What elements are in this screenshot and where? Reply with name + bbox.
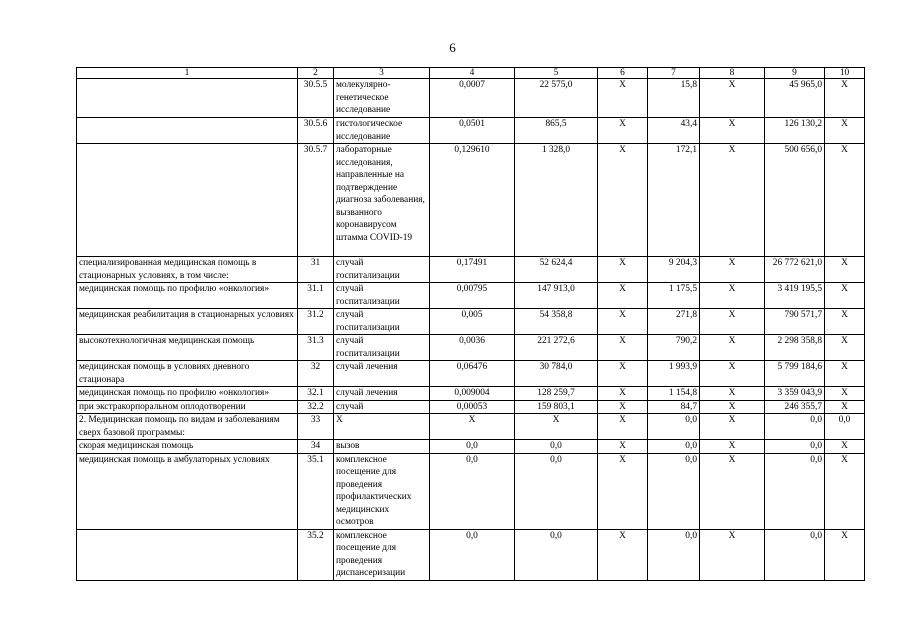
row-number: 30.5.7 (298, 144, 334, 257)
row-volume-norm: 0,00053 (430, 400, 515, 414)
row-description (77, 118, 298, 144)
table-row (77, 453, 865, 529)
row-col-10: X (825, 257, 865, 283)
row-volume-norm: 0,0 (430, 453, 515, 529)
row-number: 32.2 (298, 400, 334, 414)
row-number: 32.1 (298, 387, 334, 401)
row-col-8: X (700, 414, 765, 440)
table-row (77, 400, 865, 414)
row-unit: случай лечения (334, 361, 430, 387)
column-number: 2 (298, 68, 334, 79)
row-total-cost: 0,0 (765, 440, 825, 454)
row-col-8: X (700, 453, 765, 529)
row-col-10: X (825, 387, 865, 401)
row-cost-norm: X (515, 414, 598, 440)
row-unit: случай (334, 400, 430, 414)
row-unit: случай госпитализации (334, 335, 430, 361)
row-number: 31.2 (298, 309, 334, 335)
row-volume-norm: 0,129610 (430, 144, 515, 257)
table-row (77, 118, 865, 144)
row-total-cost: 0,0 (765, 453, 825, 529)
row-col-6: X (598, 144, 648, 257)
row-col-8: X (700, 309, 765, 335)
row-cost-norm: 54 358,8 (515, 309, 598, 335)
table-row (77, 414, 865, 440)
page-number: 6 (449, 40, 456, 55)
row-volume-norm: 0,0036 (430, 335, 515, 361)
column-number: 8 (700, 68, 765, 79)
row-description: медицинская помощь по профилю «онкология» (77, 387, 298, 401)
row-per-capita: 84,7 (648, 400, 700, 414)
row-per-capita: 172,1 (648, 144, 700, 257)
row-unit: случай лечения (334, 387, 430, 401)
row-per-capita: 0,0 (648, 453, 700, 529)
row-number: 34 (298, 440, 334, 454)
row-cost-norm: 128 259,7 (515, 387, 598, 401)
row-total-cost: 0,0 (765, 529, 825, 580)
table-row (77, 529, 865, 580)
row-per-capita: 1 154,8 (648, 387, 700, 401)
table-row (77, 361, 865, 387)
row-description: медицинская реабилитация в стационарных условиях (77, 309, 298, 335)
row-unit: случай госпитализации (334, 309, 430, 335)
row-volume-norm: 0,0501 (430, 118, 515, 144)
table-row (77, 335, 865, 361)
row-cost-norm: 865,5 (515, 118, 598, 144)
row-cost-norm: 52 624,4 (515, 257, 598, 283)
row-unit: комплексное посещение для проведения профилактических медицинских осмотров (334, 453, 430, 529)
row-number: 30.5.5 (298, 79, 334, 118)
row-col-6: X (598, 440, 648, 454)
row-col-6: X (598, 118, 648, 144)
row-col-10: X (825, 144, 865, 257)
row-cost-norm: 22 575,0 (515, 79, 598, 118)
row-cost-norm: 159 803,1 (515, 400, 598, 414)
table-row (77, 257, 865, 283)
row-total-cost: 0,0 (765, 414, 825, 440)
row-total-cost: 246 355,7 (765, 400, 825, 414)
row-unit: случай госпитализации (334, 283, 430, 309)
row-col-10: X (825, 335, 865, 361)
column-number: 6 (598, 68, 648, 79)
column-number: 9 (765, 68, 825, 79)
row-unit: X (334, 414, 430, 440)
column-number: 10 (825, 68, 865, 79)
row-col-8: X (700, 335, 765, 361)
row-number: 31.3 (298, 335, 334, 361)
row-per-capita: 0,0 (648, 440, 700, 454)
row-total-cost: 126 130,2 (765, 118, 825, 144)
row-col-8: X (700, 144, 765, 257)
row-description: медицинская помощь в условиях дневного стационара (77, 361, 298, 387)
row-col-8: X (700, 440, 765, 454)
row-cost-norm: 0,0 (515, 440, 598, 454)
row-description: скорая медицинская помощь (77, 440, 298, 454)
row-total-cost: 26 772 621,0 (765, 257, 825, 283)
row-cost-norm: 147 913,0 (515, 283, 598, 309)
row-col-6: X (598, 529, 648, 580)
column-number: 1 (77, 68, 298, 79)
row-unit: комплексное посещение для проведения диспансеризации (334, 529, 430, 580)
row-number: 33 (298, 414, 334, 440)
row-col-6: X (598, 414, 648, 440)
column-number: 5 (515, 68, 598, 79)
column-number-row (77, 68, 865, 79)
row-description: специализированная медицинская помощь в стационарных условиях, в том числе: (77, 257, 298, 283)
column-number: 7 (648, 68, 700, 79)
row-description: медицинская помощь в амбулаторных условиях (77, 453, 298, 529)
row-volume-norm: 0,06476 (430, 361, 515, 387)
row-col-6: X (598, 387, 648, 401)
row-volume-norm: 0,005 (430, 309, 515, 335)
row-col-6: X (598, 309, 648, 335)
row-volume-norm: 0,00795 (430, 283, 515, 309)
row-description (77, 529, 298, 580)
row-col-10: 0,0 (825, 414, 865, 440)
row-per-capita: 1 175,5 (648, 283, 700, 309)
row-cost-norm: 221 272,6 (515, 335, 598, 361)
row-per-capita: 0,0 (648, 414, 700, 440)
row-description (77, 144, 298, 257)
row-description: высокотехнологичная медицинская помощь (77, 335, 298, 361)
tariff-table (76, 67, 865, 581)
row-col-8: X (700, 118, 765, 144)
row-col-10: X (825, 118, 865, 144)
row-col-10: X (825, 79, 865, 118)
row-volume-norm: 0,009004 (430, 387, 515, 401)
row-number: 35.2 (298, 529, 334, 580)
row-volume-norm: 0,0 (430, 529, 515, 580)
row-total-cost: 3 419 195,5 (765, 283, 825, 309)
row-col-6: X (598, 257, 648, 283)
row-col-6: X (598, 453, 648, 529)
row-col-6: X (598, 335, 648, 361)
table-row (77, 440, 865, 454)
row-col-6: X (598, 283, 648, 309)
row-col-6: X (598, 79, 648, 118)
row-description: 2. Медицинская помощь по видам и заболеваниям сверх базовой программы: (77, 414, 298, 440)
table-row (77, 309, 865, 335)
row-description (77, 79, 298, 118)
row-total-cost: 3 359 043,9 (765, 387, 825, 401)
row-col-6: X (598, 361, 648, 387)
row-unit: случай госпитализации (334, 257, 430, 283)
row-number: 32 (298, 361, 334, 387)
row-unit: лабораторные исследования, направленные на подтверждение диагноза заболевания, вызванного коронавирусом штамма COVID-19 (334, 144, 430, 257)
row-col-10: X (825, 361, 865, 387)
row-unit: вызов (334, 440, 430, 454)
table-row (77, 283, 865, 309)
row-per-capita: 15,8 (648, 79, 700, 118)
row-total-cost: 790 571,7 (765, 309, 825, 335)
row-per-capita: 790,2 (648, 335, 700, 361)
row-col-8: X (700, 361, 765, 387)
row-volume-norm: 0,0 (430, 440, 515, 454)
row-total-cost: 45 965,0 (765, 79, 825, 118)
row-number: 31 (298, 257, 334, 283)
column-number: 3 (334, 68, 430, 79)
row-description: медицинская помощь по профилю «онкология» (77, 283, 298, 309)
row-cost-norm: 1 328,0 (515, 144, 598, 257)
table-row (77, 144, 865, 257)
row-cost-norm: 0,0 (515, 529, 598, 580)
table-row (77, 79, 865, 118)
row-col-10: X (825, 400, 865, 414)
row-number: 31.1 (298, 283, 334, 309)
row-col-10: X (825, 440, 865, 454)
row-per-capita: 9 204,3 (648, 257, 700, 283)
row-col-10: X (825, 283, 865, 309)
row-col-10: X (825, 453, 865, 529)
row-description: при экстракорпоральном оплодотворении (77, 400, 298, 414)
row-col-8: X (700, 529, 765, 580)
row-col-8: X (700, 257, 765, 283)
row-col-8: X (700, 400, 765, 414)
row-col-10: X (825, 529, 865, 580)
column-number: 4 (430, 68, 515, 79)
row-col-6: X (598, 400, 648, 414)
row-volume-norm: X (430, 414, 515, 440)
table-body (77, 68, 865, 581)
row-col-8: X (700, 283, 765, 309)
row-total-cost: 2 298 358,8 (765, 335, 825, 361)
row-total-cost: 5 799 184,6 (765, 361, 825, 387)
row-per-capita: 1 993,9 (648, 361, 700, 387)
row-cost-norm: 30 784,0 (515, 361, 598, 387)
row-unit: гистологическое исследование (334, 118, 430, 144)
row-per-capita: 271,8 (648, 309, 700, 335)
row-volume-norm: 0,17491 (430, 257, 515, 283)
row-volume-norm: 0,0007 (430, 79, 515, 118)
row-total-cost: 500 656,0 (765, 144, 825, 257)
row-number: 30.5.6 (298, 118, 334, 144)
row-per-capita: 0,0 (648, 529, 700, 580)
row-unit: молекулярно-генетическое исследование (334, 79, 430, 118)
row-col-8: X (700, 387, 765, 401)
row-col-10: X (825, 309, 865, 335)
row-col-8: X (700, 79, 765, 118)
table-row (77, 387, 865, 401)
row-per-capita: 43,4 (648, 118, 700, 144)
row-number: 35.1 (298, 453, 334, 529)
row-cost-norm: 0,0 (515, 453, 598, 529)
